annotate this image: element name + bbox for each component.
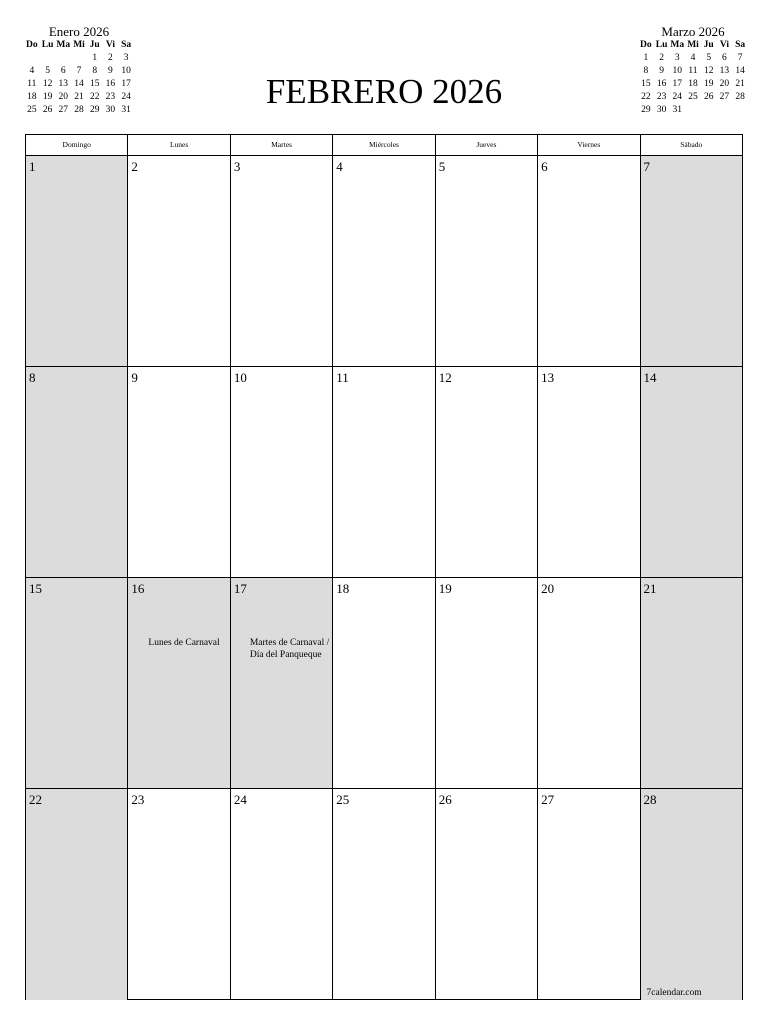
mini-day: 6	[60, 66, 66, 76]
day-cell[interactable]	[26, 367, 128, 577]
mini-day: 4	[690, 53, 696, 63]
day-cell[interactable]	[333, 156, 435, 366]
weekday-header: Sábado	[680, 140, 703, 149]
day-cell[interactable]	[538, 578, 640, 788]
day-number: 22	[29, 792, 42, 807]
mini-day: 16	[105, 79, 116, 89]
mini-day: 5	[45, 66, 50, 76]
mini-day: 26	[703, 92, 714, 102]
mini-day: 23	[105, 92, 116, 102]
mini-day: 25	[688, 92, 698, 102]
day-cell[interactable]	[333, 789, 435, 1000]
weekday-header: Jueves	[436, 135, 538, 155]
mini-day: 25	[27, 105, 37, 115]
week-row	[26, 367, 742, 578]
mini-header: Ma	[56, 40, 71, 50]
day-cell[interactable]	[231, 789, 333, 1000]
day-number: 17	[233, 581, 247, 596]
mini-header: Sa	[121, 40, 132, 50]
week-row	[26, 789, 742, 1000]
mini-day: 30	[105, 105, 116, 115]
day-number: 12	[438, 370, 452, 385]
mini-day: 14	[74, 79, 84, 89]
day-number: 25	[336, 792, 350, 807]
mini-day: 12	[42, 79, 53, 89]
mini-day: 6	[722, 53, 727, 63]
day-cell[interactable]	[26, 578, 128, 788]
day-cell[interactable]	[436, 367, 538, 577]
day-cell[interactable]	[641, 789, 742, 1000]
mini-day: 9	[659, 66, 664, 76]
week-row	[26, 578, 742, 789]
day-number: 27	[541, 792, 555, 807]
day-cell-holiday[interactable]	[128, 578, 230, 788]
day-cell[interactable]	[641, 367, 742, 577]
mini-day: 1	[643, 53, 649, 63]
mini-day	[40, 52, 56, 65]
mini-day: 11	[688, 66, 698, 76]
mini-day: 3	[123, 53, 129, 63]
day-number: 24	[233, 792, 247, 807]
mini-header: Lu	[655, 40, 668, 50]
mini-day: 24	[121, 92, 131, 102]
mini-day: 7	[737, 53, 743, 63]
mini-day: 21	[735, 79, 745, 89]
mini-day	[71, 52, 87, 65]
mini-day: 2	[659, 53, 664, 63]
mini-day	[24, 52, 40, 65]
day-cell[interactable]	[436, 578, 538, 788]
day-number: 21	[643, 581, 657, 596]
day-number: 28	[643, 792, 657, 807]
mini-day: 11	[27, 79, 37, 89]
day-number: 11	[336, 370, 349, 385]
day-number: 9	[131, 370, 138, 385]
mini-day: 18	[688, 79, 698, 89]
mini-header: Lu	[41, 40, 54, 50]
page-title: FEBRERO 2026	[265, 72, 503, 111]
day-number: 18	[336, 581, 350, 596]
mini-header: Do	[640, 40, 652, 50]
weekday-header: Domingo	[26, 135, 128, 155]
holiday-label: Lunes de Carnaval	[148, 638, 220, 648]
mini-day: 28	[735, 92, 745, 102]
mini-day: 24	[672, 92, 683, 102]
mini-day: 16	[656, 79, 667, 89]
day-cell[interactable]	[128, 367, 230, 577]
weekday-header: Miércoles	[333, 135, 435, 155]
day-cell-holiday[interactable]	[231, 578, 333, 788]
day-cell[interactable]	[538, 156, 640, 366]
day-number: 15	[29, 581, 42, 596]
mini-calendar-next	[638, 24, 748, 117]
day-number: 14	[643, 370, 657, 385]
mini-day: 28	[74, 105, 84, 115]
day-number: 13	[541, 370, 555, 385]
mini-day	[685, 104, 701, 117]
mini-day: 14	[735, 66, 745, 76]
mini-day: 13	[719, 66, 730, 76]
mini-day: 22	[89, 92, 100, 102]
day-number: 16	[131, 581, 145, 596]
mini-day: 29	[89, 105, 100, 115]
mini-day: 31	[121, 105, 131, 115]
weekday-header: Lunes	[128, 135, 230, 155]
day-cell[interactable]	[231, 156, 333, 366]
mini-calendar-prev-grid	[24, 39, 134, 117]
mini-day: 10	[672, 66, 683, 76]
day-cell[interactable]	[231, 367, 333, 577]
mini-header: Vi	[719, 40, 729, 50]
day-cell[interactable]	[128, 789, 230, 1000]
mini-day: 21	[74, 92, 84, 102]
day-cell[interactable]	[538, 367, 640, 577]
mini-header: Mi	[73, 40, 85, 50]
mini-day: 15	[89, 79, 100, 89]
day-number: 26	[438, 792, 452, 807]
mini-calendar-prev-title: Enero 2026	[48, 24, 110, 39]
day-number: 19	[438, 581, 452, 596]
mini-day: 17	[672, 79, 683, 89]
day-cell[interactable]	[641, 578, 742, 788]
mini-calendar-prev	[24, 24, 134, 117]
mini-day: 7	[76, 66, 82, 76]
mini-header: Do	[26, 40, 38, 50]
mini-day	[732, 104, 748, 117]
mini-day: 20	[58, 92, 69, 102]
weekday-header: Martes	[231, 135, 333, 155]
holiday-label: Martes de Carnaval / Día del Panqueque	[249, 638, 330, 660]
mini-day: 8	[92, 66, 98, 76]
day-cell[interactable]	[333, 578, 435, 788]
weekday-header: Viernes	[538, 135, 640, 155]
mini-header: Mi	[687, 40, 699, 50]
mini-day: 30	[656, 105, 667, 115]
mini-day: 9	[108, 66, 113, 76]
mini-day: 19	[703, 79, 714, 89]
mini-calendar-next-grid	[638, 39, 748, 117]
day-cell[interactable]	[333, 367, 435, 577]
day-number: 20	[541, 581, 555, 596]
mini-day: 5	[706, 53, 712, 63]
mini-day: 17	[121, 79, 131, 89]
mini-day: 10	[121, 66, 131, 76]
week-row	[26, 156, 742, 367]
mini-day: 12	[703, 66, 714, 76]
day-number: 2	[131, 159, 138, 174]
mini-day: 4	[29, 66, 35, 76]
weekday-header-row	[26, 135, 742, 156]
day-cell[interactable]	[436, 156, 538, 366]
day-number: 10	[233, 370, 247, 385]
mini-day: 19	[42, 92, 53, 102]
mini-day: 22	[641, 92, 651, 102]
mini-day: 13	[58, 79, 69, 89]
day-number: 7	[643, 159, 651, 174]
footer-credit: 7calendar.com	[646, 988, 702, 998]
mini-header: Sa	[735, 40, 746, 50]
mini-day: 20	[719, 79, 730, 89]
day-cell[interactable]	[128, 156, 230, 366]
mini-day	[701, 104, 717, 117]
mini-day	[717, 104, 733, 117]
day-number: 23	[131, 792, 145, 807]
day-cell[interactable]	[436, 789, 538, 1000]
mini-day: 3	[674, 53, 680, 63]
mini-day: 2	[108, 53, 113, 63]
mini-day: 15	[641, 79, 651, 89]
mini-day: 23	[656, 92, 667, 102]
mini-day	[55, 52, 71, 65]
mini-header: Ma	[670, 40, 685, 50]
day-number: 1	[29, 159, 36, 174]
mini-header: Ju	[703, 40, 714, 50]
mini-day: 27	[58, 105, 69, 115]
mini-header: Vi	[105, 40, 115, 50]
day-cell[interactable]	[26, 789, 128, 1000]
mini-day: 18	[27, 92, 37, 102]
mini-calendar-next-title: Marzo 2026	[661, 24, 725, 39]
mini-day: 8	[643, 66, 649, 76]
mini-day: 31	[672, 105, 683, 115]
day-number: 5	[438, 159, 446, 174]
day-number: 8	[29, 370, 36, 385]
day-cell[interactable]	[26, 156, 128, 366]
mini-day: 29	[641, 105, 651, 115]
mini-day: 27	[719, 92, 730, 102]
day-number: 4	[336, 159, 343, 174]
day-number: 3	[233, 159, 241, 174]
day-cell[interactable]	[538, 789, 640, 1000]
mini-day: 26	[42, 105, 53, 115]
day-number: 6	[541, 159, 548, 174]
mini-day: 1	[92, 53, 98, 63]
day-cell[interactable]	[641, 156, 742, 366]
month-grid	[25, 134, 743, 1000]
mini-header: Ju	[89, 40, 100, 50]
